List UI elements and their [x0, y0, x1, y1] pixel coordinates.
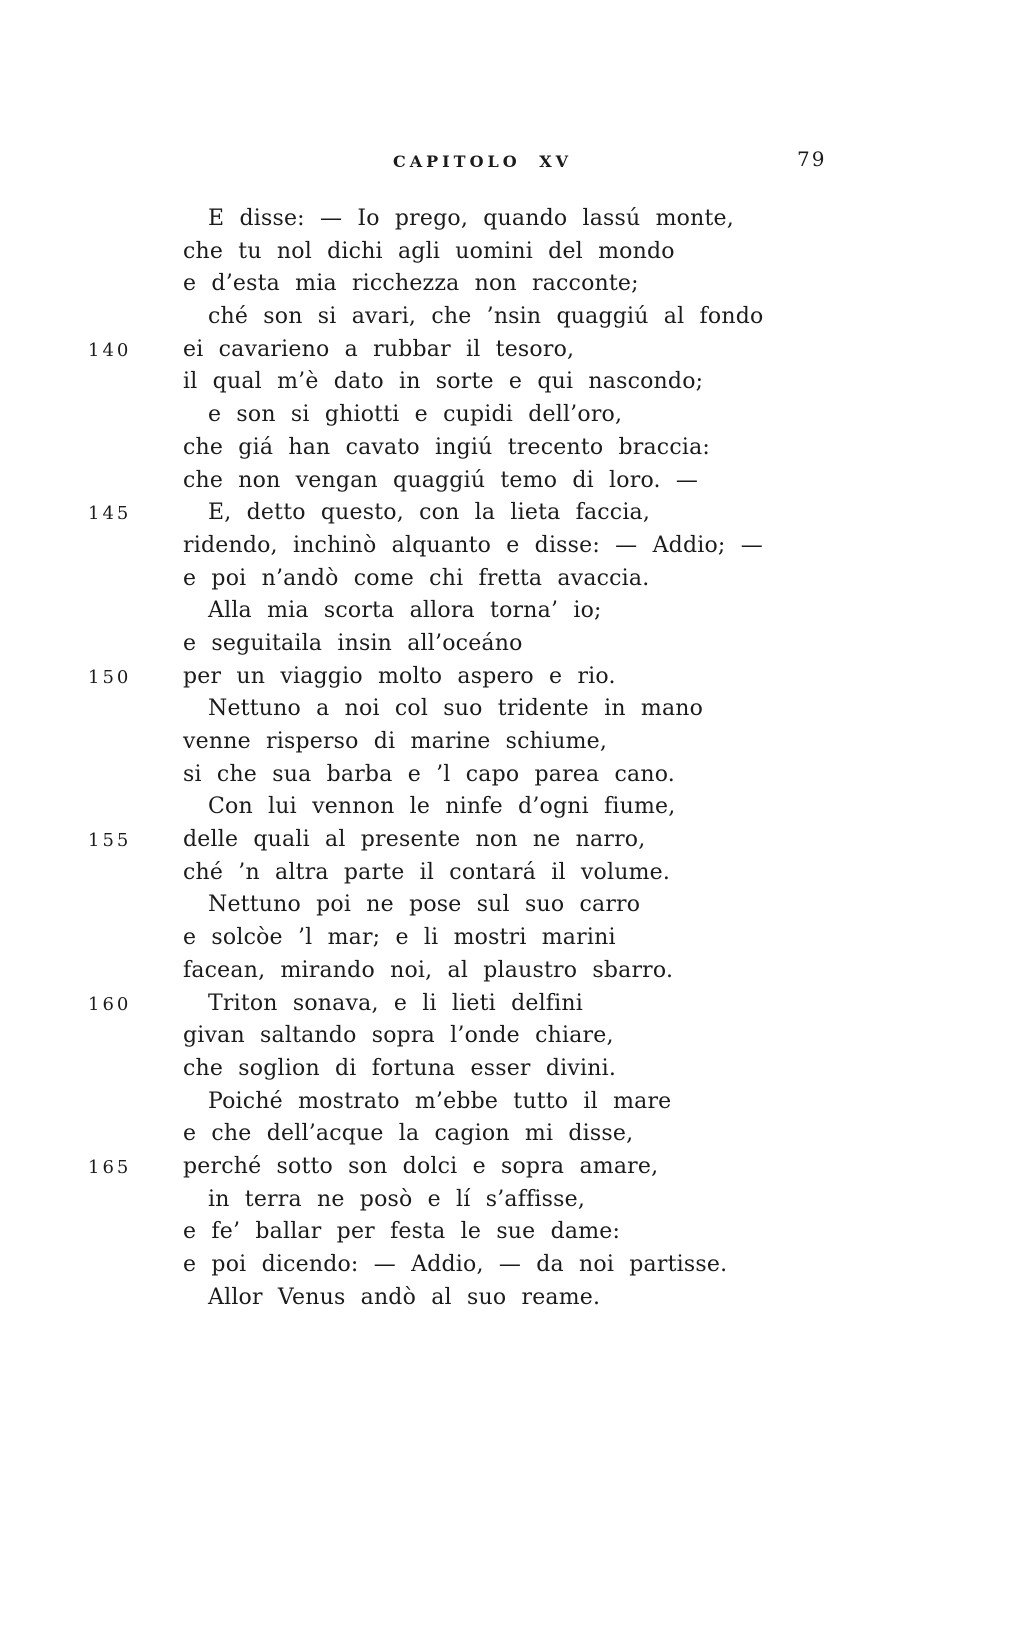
verse-line-number: 155 [88, 830, 132, 852]
verse-text: il qual m’è dato in sorte e qui nascondo; [183, 369, 704, 395]
verse-line [183, 530, 763, 563]
verse-line [183, 1216, 763, 1249]
verse-line [183, 203, 763, 236]
verse-text: e poi dicendo: — Addio, — da noi partisse. [183, 1252, 728, 1277]
verse-text: e d’esta mia ricchezza non racconte; [183, 271, 639, 297]
verse-text: perché sotto son dolci e sopra amare, [183, 1153, 659, 1179]
verse-text: che non vengan quaggiú temo di loro. — [183, 467, 699, 493]
verse-line [183, 922, 763, 955]
verse-line [183, 1020, 763, 1053]
verse-line [183, 759, 763, 792]
verse-text: venne risperso di marine schiume, [183, 729, 608, 754]
verse-text: che soglion di fortuna esser divini. [183, 1055, 617, 1081]
verse-text: si che sua barba e ’l capo parea cano. [183, 761, 675, 787]
verse-line [183, 366, 763, 399]
verse-line-number: 165 [88, 1156, 132, 1178]
verse-text: facean, mirando noi, al plaustro sbarro. [183, 957, 674, 983]
verse-line-number: 160 [88, 993, 132, 1015]
verse-text: ché ’n altra parte il contará il volume. [183, 859, 671, 885]
verse-text: givan saltando sopra l’onde chiare, [183, 1023, 614, 1049]
verse-line [183, 1282, 763, 1315]
verse-line [183, 726, 763, 759]
verse-text: Nettuno poi ne pose sul suo carro [208, 892, 641, 918]
verse-line [183, 268, 763, 301]
verse-line [88, 988, 763, 1021]
verse-text: e solcòe ’l mar; e li mostri marini [183, 925, 616, 951]
verse-line [183, 236, 763, 269]
verse-line-number: 140 [88, 339, 132, 361]
verse-line [183, 1053, 763, 1086]
verse-line [88, 1151, 763, 1184]
verse-text: per un viaggio molto aspero e rio. [183, 663, 616, 689]
verse-line-number: 145 [88, 503, 132, 525]
verse-text: Poiché mostrato m’ebbe tutto il mare [208, 1088, 672, 1114]
verse-text: e son si ghiotti e cupidi dell’oro, [208, 402, 623, 428]
verse-text: e che dell’acque la cagion mi disse, [183, 1121, 634, 1147]
verse-text: in terra ne posò e lí s’affisse, [208, 1186, 586, 1212]
verse-line-number: 150 [88, 666, 132, 688]
verse-line [183, 1184, 763, 1217]
verse-text: ridendo, inchinò alquanto e disse: — Addio; — [183, 532, 763, 558]
verse-line [88, 661, 763, 694]
verse-line [183, 399, 763, 432]
verse-line [88, 334, 763, 367]
verse-line [183, 595, 763, 628]
verse-text: E, detto questo, con la lieta faccia, [208, 500, 651, 526]
poem [88, 203, 764, 1314]
verse-line [183, 857, 763, 890]
verse-text: ei cavarieno a rubbar il tesoro, [183, 336, 575, 362]
verse-line [183, 1086, 763, 1119]
verse-text: e poi n’andò come chi fretta avaccia. [183, 565, 650, 591]
verse-line [183, 628, 763, 661]
verse-line [183, 432, 763, 465]
verse-line [183, 301, 763, 334]
verse-line [183, 955, 763, 988]
verse-line [183, 563, 763, 596]
verse-line [183, 1249, 763, 1282]
verse-text: ché son si avari, che ’nsin quaggiú al fondo [208, 304, 764, 330]
verse-text: che giá han cavato ingiú trecento braccia: [183, 434, 711, 460]
verse-line [88, 497, 763, 530]
chapter-title: CAPITOLO XV [393, 152, 573, 171]
verse-text: Con lui vennon le ninfe d’ogni fiume, [208, 794, 676, 820]
verse-text: E disse: — Io prego, quando lassú monte, [208, 206, 734, 231]
verse-line [183, 1118, 763, 1151]
verse-line [183, 791, 763, 824]
page-number: 79 [797, 147, 827, 171]
verse-text: delle quali al presente non ne narro, [183, 827, 646, 853]
verse-text: Allor Venus andò al suo reame. [208, 1284, 601, 1310]
verse-line [88, 824, 763, 857]
verse-text: Triton sonava, e li lieti delfini [208, 990, 583, 1016]
verse-text: Alla mia scorta allora torna’ io; [208, 598, 602, 624]
verse-text: Nettuno a noi col suo tridente in mano [208, 696, 704, 722]
verse-line [183, 693, 763, 726]
verse-line [183, 889, 763, 922]
verse-text: che tu nol dichi agli uomini del mondo [183, 238, 675, 264]
verse-line [183, 465, 763, 498]
verse-text: e fe’ ballar per festa le sue dame: [183, 1219, 621, 1245]
verse-text: e seguitaila insin all’oceáno [183, 630, 523, 656]
